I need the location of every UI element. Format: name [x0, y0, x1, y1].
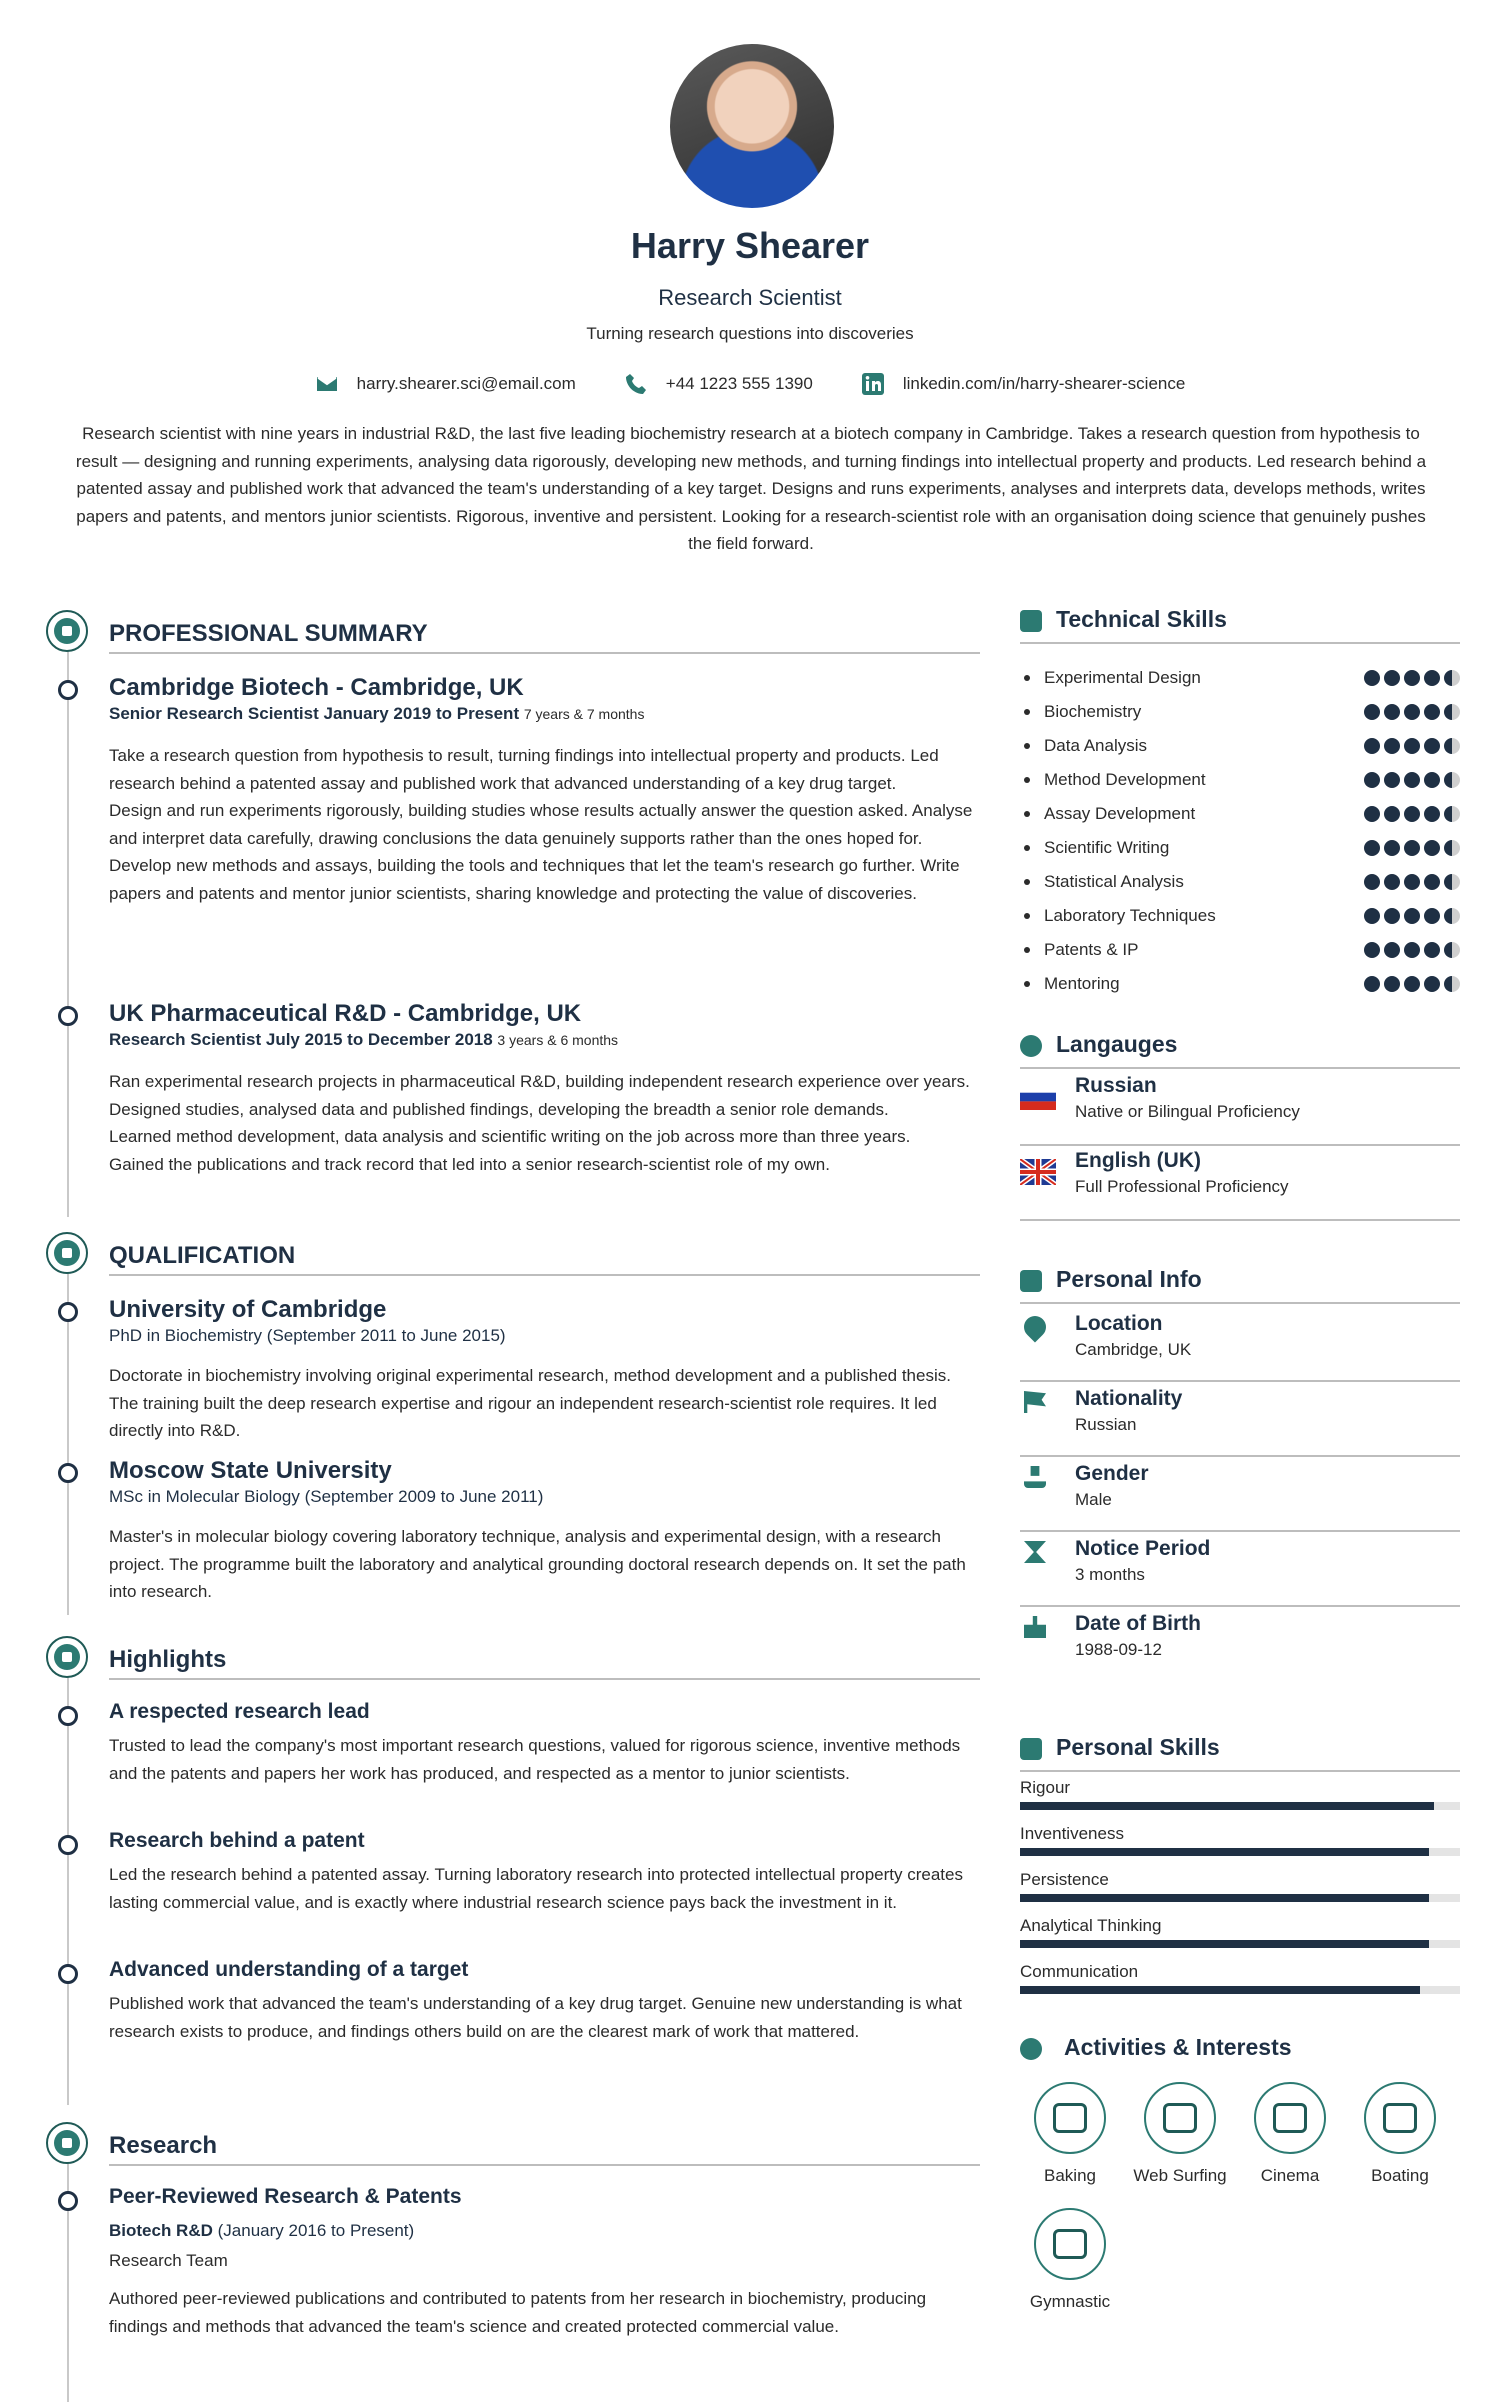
language-level: Native or Bilingual Proficiency	[1075, 1102, 1300, 1121]
bullet-dot	[1024, 913, 1030, 919]
role-bullet: Ran experimental research projects in pharmaceutical R&D, building independent research experience over years.	[109, 1072, 970, 1091]
rating-dot	[1424, 738, 1440, 754]
highlight-text: Published work that advanced the team's understanding of a key drug target. Genuine new understanding is what research exists to produce, and findings others build on are the clearest mark of work that mattered.	[109, 1994, 962, 2041]
rating-dot	[1404, 840, 1420, 856]
info-value: 3 months	[1075, 1565, 1145, 1584]
degree-description: Master's in molecular biology covering laboratory technique, analysis and experimental design, with a research project. The programme built the laboratory and analytical grounding doctoral research depends on. It set the path into research.	[109, 1527, 966, 1601]
skill-name: Persistence	[1020, 1870, 1109, 1889]
section-header	[46, 610, 976, 650]
rating-dot	[1424, 840, 1440, 856]
interest-item	[1235, 2082, 1345, 2186]
technical-skill-item	[1020, 666, 1460, 690]
personal-info-item	[1020, 1383, 1460, 1457]
language-item	[1020, 1072, 1460, 1146]
rating-dot	[1444, 806, 1460, 822]
section-divider	[109, 1274, 980, 1276]
role-duration: 7 years & 7 months	[523, 706, 645, 722]
skill-bar-track	[1020, 1848, 1460, 1856]
skill-bar-track	[1020, 1894, 1460, 1902]
rating-dot	[1444, 840, 1460, 856]
rating-dot	[1364, 670, 1380, 686]
info-key: Notice Period	[1075, 1537, 1211, 1560]
boating-icon	[1364, 2082, 1436, 2154]
company-name: UK Pharmaceutical R&D - Cambridge, UK	[109, 1000, 582, 1027]
rating-dot	[1424, 806, 1440, 822]
degree-line	[109, 1326, 506, 1346]
rating-dot	[1444, 874, 1460, 890]
role-bullet: Learned method development, data analysis and scientific writing on the job across more than three years.	[109, 1127, 911, 1146]
bullet-dot	[1024, 675, 1030, 681]
section-title: Research	[109, 2132, 218, 2159]
rating-dot	[1424, 704, 1440, 720]
section-divider	[1020, 1770, 1460, 1772]
rating-dot	[1384, 772, 1400, 788]
skill-name: Inventiveness	[1020, 1824, 1124, 1843]
section-header	[46, 2122, 976, 2162]
rating-dot	[1384, 806, 1400, 822]
skill-name: Assay Development	[1044, 804, 1196, 823]
skill-bar-fill	[1020, 1940, 1429, 1948]
contact-linkedin[interactable]	[861, 372, 1186, 396]
degree-dates: (September 2009 to June 2011)	[304, 1487, 544, 1506]
qualification-section	[46, 1232, 976, 1272]
highlight-text: Trusted to lead the company's most important research questions, valued for rigorous science, inventive methods and the patents and papers her work has produced, and respected as a mentor to junior scientists.	[109, 1736, 961, 1783]
section-title: Personal Skills	[1056, 1734, 1220, 1760]
section-title: Technical Skills	[1056, 606, 1227, 632]
timeline-dot	[58, 1463, 78, 1483]
skill-name: Analytical Thinking	[1020, 1916, 1162, 1935]
info-value: Cambridge, UK	[1075, 1340, 1192, 1359]
rating-dot	[1364, 704, 1380, 720]
language-item	[1020, 1147, 1460, 1221]
interests-header	[1020, 2028, 1460, 2068]
linkedin-text[interactable]: linkedin.com/in/harry-shearer-science	[902, 374, 1186, 393]
rating-dot	[1404, 908, 1420, 924]
divider	[1020, 1219, 1460, 1221]
rating-dot	[1384, 738, 1400, 754]
personal-info-item	[1020, 1533, 1460, 1607]
technical-skill-item	[1020, 938, 1460, 962]
school-name: University of Cambridge	[109, 1296, 387, 1323]
divider	[1020, 1455, 1460, 1457]
skill-bar-track	[1020, 1940, 1460, 1948]
research-icon	[46, 2122, 88, 2164]
highlight-text: Led the research behind a patented assay. Turning laboratory research into protected intellectual property creates lasting commercial value, and is exactly where industrial research science pays back the investment in it.	[109, 1865, 963, 1912]
role-line	[109, 704, 644, 724]
rating-dot	[1444, 670, 1460, 686]
rating-dot	[1364, 976, 1380, 992]
personal-info-item	[1020, 1458, 1460, 1532]
personal-skills-header	[1020, 1728, 1460, 1768]
skill-rating	[1364, 874, 1460, 890]
timeline-dot	[58, 680, 78, 700]
technical-skill-item	[1020, 972, 1460, 996]
role-title: Senior Research Scientist	[109, 704, 319, 723]
highlight-title: A respected research lead	[109, 1700, 370, 1723]
cinema-icon	[1254, 2082, 1326, 2154]
role-title: Research Scientist	[109, 1030, 262, 1049]
personal-info-item	[1020, 1608, 1460, 1682]
personal-info-item	[1020, 1308, 1460, 1382]
interest-item	[1015, 2082, 1125, 2186]
divider	[1020, 1530, 1460, 1532]
globe-icon	[1020, 1035, 1042, 1057]
rating-dot	[1384, 670, 1400, 686]
timeline-dot	[58, 1706, 78, 1726]
linkedin-icon	[861, 372, 885, 396]
skill-name: Experimental Design	[1044, 668, 1201, 687]
role-bullet: Design and run experiments rigorously, building studies whose results actually answer the question asked. Analyse and interpret data carefully, drawing conclusions the data genuinely supports rather than the ones hoped for.	[109, 801, 973, 848]
bullet-dot	[1024, 947, 1030, 953]
profile-summary: Research scientist with nine years in industrial R&D, the last five leading biochemistry research at a biotech company in Cambridge. Takes a research question from hypothesis to result — designing and running experiments, analysing data rigorously, developing new methods, and turning findings into intellectual property and products. Led research behind a patented assay and published work that advanced the team's understanding of a key target. Designs and runs experiments, analyses and interprets data, develops methods, writes papers and patents, and mentors junior scientists. Rigorous, inventive and persistent. Looking for a research-scientist role with an organisation doing science that genuinely pushes the field forward.	[75, 424, 1427, 553]
rating-dot	[1384, 976, 1400, 992]
personal-skill-item	[1020, 1824, 1460, 1870]
interest-label: Baking	[1044, 2166, 1096, 2185]
section-title: Activities & Interests	[1064, 2034, 1292, 2060]
section-title: QUALIFICATION	[109, 1242, 296, 1269]
info-key: Date of Birth	[1075, 1612, 1201, 1635]
skill-rating	[1364, 670, 1460, 686]
rating-dot	[1364, 942, 1380, 958]
skill-name: Patents & IP	[1044, 940, 1139, 959]
bullet-dot	[1024, 743, 1030, 749]
skill-name: Scientific Writing	[1044, 838, 1170, 857]
megaphone-icon	[46, 1636, 88, 1678]
language-name: English (UK)	[1075, 1149, 1201, 1172]
briefcase-icon	[46, 610, 88, 652]
role-dates: July 2015 to December 2018	[265, 1030, 493, 1049]
rating-dot	[1424, 670, 1440, 686]
highlight-title: Research behind a patent	[109, 1829, 365, 1852]
skill-bar-fill	[1020, 1894, 1429, 1902]
info-value: Male	[1075, 1490, 1112, 1509]
info-value: Russian	[1075, 1415, 1137, 1434]
degree-line	[109, 1487, 543, 1507]
rating-dot	[1444, 772, 1460, 788]
rating-dot	[1404, 874, 1420, 890]
bullet-dot	[1024, 981, 1030, 987]
candidate-title: Research Scientist	[658, 285, 842, 310]
skill-rating	[1364, 704, 1460, 720]
baking-icon	[1034, 2082, 1106, 2154]
contact-phone[interactable]	[624, 372, 813, 396]
rating-dot	[1384, 704, 1400, 720]
section-title: Personal Info	[1056, 1266, 1202, 1292]
info-key: Nationality	[1075, 1387, 1183, 1410]
person-icon	[1024, 1466, 1046, 1488]
role-dates: January 2019 to Present	[323, 704, 520, 723]
skill-name: Data Analysis	[1044, 736, 1147, 755]
section-header	[46, 1232, 976, 1272]
bullet-dot	[1024, 811, 1030, 817]
contact-bar	[0, 372, 1500, 396]
research-text: Authored peer-reviewed publications and contributed to patents from her research in biochemistry, producing findings and methods that advanced the team's science and created protected commercial value.	[109, 2289, 927, 2336]
technical-skill-item	[1020, 836, 1460, 860]
toolbox-icon	[1020, 1738, 1042, 1760]
rating-dot	[1424, 874, 1440, 890]
rating-dot	[1364, 806, 1380, 822]
research-team: Research Team	[109, 2251, 228, 2270]
personal-skill-item	[1020, 1870, 1460, 1916]
candidate-name: Harry Shearer	[630, 225, 870, 266]
rating-dot	[1384, 942, 1400, 958]
rating-dot	[1384, 908, 1400, 924]
section-divider	[109, 1678, 980, 1680]
section-title: Langauges	[1056, 1031, 1178, 1057]
skill-bar-fill	[1020, 1802, 1434, 1810]
location-pin-icon	[1019, 1311, 1050, 1342]
rating-dot	[1384, 840, 1400, 856]
rating-dot	[1444, 908, 1460, 924]
technical-skill-item	[1020, 802, 1460, 826]
rating-dot	[1404, 942, 1420, 958]
candidate-tagline: Turning research questions into discoveries	[586, 324, 914, 343]
role-description	[109, 742, 975, 907]
role-line	[109, 1030, 618, 1050]
technical-skill-item	[1020, 700, 1460, 724]
skill-name: Biochemistry	[1044, 702, 1142, 721]
research-org: Biotech R&D	[109, 2221, 213, 2240]
divider	[1020, 1144, 1460, 1146]
rating-dot	[1404, 704, 1420, 720]
timeline-dot	[58, 1964, 78, 1984]
research-section	[46, 2122, 976, 2162]
interest-item	[1015, 2208, 1125, 2312]
gymnastic-icon	[1034, 2208, 1106, 2280]
rating-dot	[1444, 942, 1460, 958]
skill-bar-track	[1020, 1802, 1460, 1810]
flag-icon	[1024, 1391, 1046, 1413]
skill-rating	[1364, 908, 1460, 924]
timeline-dot	[58, 1835, 78, 1855]
divider	[1020, 1605, 1460, 1607]
rating-dot	[1364, 840, 1380, 856]
interest-label: Gymnastic	[1029, 2292, 1111, 2311]
palette-icon	[1020, 2038, 1042, 2060]
timeline-line	[67, 642, 69, 1217]
skill-name: Communication	[1020, 1962, 1139, 1981]
highlight-title: Advanced understanding of a target	[109, 1958, 469, 1981]
rating-dot	[1424, 772, 1440, 788]
skill-name: Statistical Analysis	[1044, 872, 1184, 891]
graduation-cap-icon	[46, 1232, 88, 1274]
degree-name: PhD in Biochemistry	[109, 1326, 263, 1345]
personal-skill-item	[1020, 1778, 1460, 1824]
skill-bar-fill	[1020, 1848, 1429, 1856]
personal-skill-item	[1020, 1916, 1460, 1962]
rating-dot	[1424, 976, 1440, 992]
research-org-line	[109, 2221, 414, 2241]
skill-name: Rigour	[1020, 1778, 1071, 1797]
rating-dot	[1444, 738, 1460, 754]
skill-bar-fill	[1020, 1986, 1420, 1994]
role-duration: 3 years & 6 months	[497, 1032, 619, 1048]
languages-header	[1020, 1025, 1460, 1065]
skill-rating	[1364, 806, 1460, 822]
contact-email[interactable]	[315, 372, 576, 396]
skill-rating	[1364, 772, 1460, 788]
school-name: Moscow State University	[109, 1457, 392, 1484]
role-bullet: Develop new methods and assays, building the tools and techniques that let the team's research go further. Write papers and patents and mentor junior scientists, sharing knowledge and protecting the value of discoveries.	[109, 856, 960, 903]
rating-dot	[1444, 704, 1460, 720]
technical-skill-item	[1020, 904, 1460, 928]
web-surfing-icon	[1144, 2082, 1216, 2154]
timeline-line	[67, 1670, 69, 2105]
bullet-dot	[1024, 709, 1030, 715]
company-name: Cambridge Biotech - Cambridge, UK	[109, 674, 524, 701]
email-icon	[315, 372, 339, 396]
rating-dot	[1364, 772, 1380, 788]
technical-skill-item	[1020, 768, 1460, 792]
timeline-dot	[58, 1302, 78, 1322]
section-divider	[109, 2164, 980, 2166]
bullet-dot	[1024, 845, 1030, 851]
degree-description: Doctorate in biochemistry involving original experimental research, method development and a published thesis. The training built the deep research expertise and rigour an independent research-scientist role requires. It led directly into R&D.	[109, 1366, 951, 1440]
skill-rating	[1364, 738, 1460, 754]
rating-dot	[1404, 806, 1420, 822]
rating-dot	[1424, 908, 1440, 924]
personal-skill-item	[1020, 1962, 1460, 2008]
experience-section	[46, 610, 976, 650]
phone-text[interactable]: +44 1223 555 1390	[665, 374, 813, 393]
section-title: Highlights	[109, 1646, 227, 1673]
skill-name: Method Development	[1044, 770, 1206, 789]
section-title: PROFESSIONAL SUMMARY	[109, 620, 428, 647]
section-divider	[109, 652, 980, 654]
rating-dot	[1404, 772, 1420, 788]
interest-label: Web Surfing	[1133, 2166, 1227, 2185]
rating-dot	[1424, 942, 1440, 958]
degree-dates: (September 2011 to June 2015)	[266, 1326, 506, 1345]
uk-flag-icon	[1020, 1159, 1056, 1185]
language-name: Russian	[1075, 1074, 1157, 1097]
rating-dot	[1444, 976, 1460, 992]
divider	[1020, 1380, 1460, 1382]
timeline-dot	[58, 1006, 78, 1026]
skill-rating	[1364, 976, 1460, 992]
hourglass-icon	[1024, 1541, 1046, 1563]
section-header	[46, 1636, 976, 1676]
russia-flag-icon	[1020, 1084, 1056, 1110]
bullet-dot	[1024, 777, 1030, 783]
rating-dot	[1404, 738, 1420, 754]
role-bullet: Gained the publications and track record that led into a senior research-scientist role of my own.	[109, 1154, 830, 1174]
timeline-dot	[58, 2191, 78, 2211]
research-title: Peer-Reviewed Research & Patents	[109, 2185, 462, 2208]
skill-rating	[1364, 840, 1460, 856]
email-text[interactable]: harry.shearer.sci@email.com	[356, 374, 576, 393]
rating-dot	[1404, 976, 1420, 992]
skill-name: Mentoring	[1044, 974, 1120, 993]
rating-dot	[1364, 738, 1380, 754]
info-key: Gender	[1075, 1462, 1149, 1485]
degree-name: MSc in Molecular Biology	[109, 1487, 300, 1506]
section-divider	[1020, 642, 1460, 644]
role-bullet: Take a research question from hypothesis to result, turning findings into intellectual property and products. Led research behind a patented assay and published work that advanced understanding of a key drug target.	[109, 746, 939, 793]
cake-icon	[1024, 1616, 1046, 1638]
section-divider	[1020, 1067, 1460, 1069]
interest-label: Boating	[1371, 2166, 1429, 2185]
research-dates: (January 2016 to Present)	[217, 2221, 415, 2240]
id-card-icon	[1020, 1270, 1042, 1292]
section-divider	[1020, 1302, 1460, 1304]
toolbox-icon	[1020, 610, 1042, 632]
info-value: 1988-09-12	[1075, 1640, 1162, 1659]
rating-dot	[1404, 670, 1420, 686]
rating-dot	[1364, 908, 1380, 924]
technical-skills-header	[1020, 600, 1460, 640]
role-bullet: Designed studies, analysed data and published findings, developing the breadth a senior role demands.	[109, 1099, 889, 1119]
highlights-section	[46, 1636, 976, 1676]
interest-item	[1345, 2082, 1455, 2186]
interest-label: Cinema	[1260, 2166, 1320, 2185]
personal-info-header	[1020, 1260, 1460, 1300]
language-level: Full Professional Proficiency	[1075, 1177, 1289, 1196]
technical-skill-item	[1020, 870, 1460, 894]
technical-skill-item	[1020, 734, 1460, 758]
phone-icon	[624, 372, 648, 396]
interest-item	[1125, 2082, 1235, 2186]
rating-dot	[1384, 874, 1400, 890]
skill-rating	[1364, 942, 1460, 958]
rating-dot	[1364, 874, 1380, 890]
profile-photo	[670, 44, 834, 208]
bullet-dot	[1024, 879, 1030, 885]
skill-bar-track	[1020, 1986, 1460, 1994]
role-description	[109, 1068, 975, 1178]
info-key: Location	[1075, 1312, 1163, 1335]
skill-name: Laboratory Techniques	[1044, 906, 1216, 925]
